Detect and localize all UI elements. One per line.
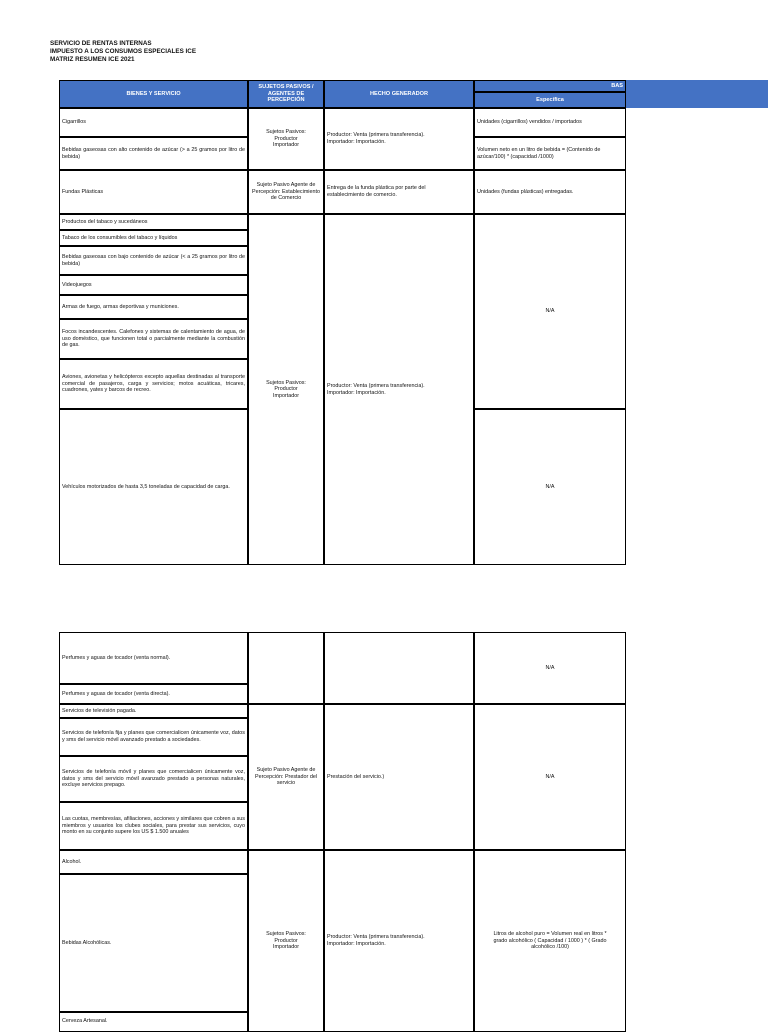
sujetos-productos-vehiculos: Sujetos Pasivos: Productor Importador <box>248 214 324 565</box>
especifica-cigarrillos: Unidades (cigarrillos) vendidos / importados <box>474 108 626 137</box>
col-header-bienes: BIENES Y SERVICIO <box>59 80 248 108</box>
row-aviones: Aviones, avionetas y helicópteros excepto aquellas destinadas al transporte comercial de pasajeros, carga y servicios; motos acuáticas, tricares, cuadrones, yates y barcos de recreo. <box>59 359 248 409</box>
row-perfumes-directa: Perfumes y aguas de tocador (venta directa). <box>59 684 248 704</box>
col-header-especifica: Específica <box>474 92 626 108</box>
row-alcohol: Alcohol. <box>59 850 248 874</box>
sujetos-perfumes <box>248 632 324 704</box>
row-bebidas-alto-azucar: Bebidas gaseosas con alto contenido de azúcar (> a 25 gramos por litro de bebida) <box>59 137 248 170</box>
sujetos-fundas: Sujeto Pasivo Agente de Percepción: Establecimiento de Comercio <box>248 170 324 214</box>
hecho-perfumes <box>324 632 474 704</box>
especifica-na-productos: N/A <box>474 214 626 409</box>
row-fundas-plasticas: Fundas Plásticas <box>59 170 248 214</box>
col-header-base: BAS <box>474 80 626 92</box>
hecho-productos-vehiculos: Productor: Venta (primera transferencia). Importador: Importación. <box>324 214 474 565</box>
header-line-1: SERVICIO DE RENTAS INTERNAS <box>50 40 152 47</box>
row-tabaco-consumibles: Tabaco de los consumibles del tabaco y líquidos <box>59 230 248 246</box>
especifica-na-perfumes: N/A <box>474 632 626 704</box>
hecho-alcohol: Productor: Venta (primera transferencia). Importador: Importación. <box>324 850 474 1032</box>
row-focos-calefones: Focos incandescentes. Calefones y sistemas de calentamiento de agua, de uso doméstico, que funcionen total o parcialmente mediante la combustión de gas. <box>59 319 248 359</box>
especifica-alcohol: Litros de alcohol puro = Volumen real en litros * grado alcohólico ( Capacidad / 1000 ) * ( Grado alcohólico /100) <box>474 850 626 1032</box>
header-line-2: IMPUESTO A LOS CONSUMOS ESPECIALES ICE <box>50 48 197 56</box>
sujetos-alcohol: Sujetos Pasivos: Productor Importador <box>248 850 324 1032</box>
sujetos-servicios: Sujeto Pasivo Agente de Percepción: Prestador del servicio <box>248 704 324 850</box>
row-bebidas-alcoholicas: Bebidas Alcohólicas. <box>59 874 248 1012</box>
especifica-bebidas: Volumen neto en un litro de bebida = (Contenido de azúcar/100) * (capacidad /1000) <box>474 137 626 170</box>
hecho-cigarrillos-bebidas: Productor: Venta (primera transferencia). Importador: Importación. <box>324 108 474 170</box>
hecho-servicios: Prestación del servicio.) <box>324 704 474 850</box>
especifica-na-vehiculos: N/A <box>474 409 626 565</box>
row-cigarrillos: Cigarrillos <box>59 108 248 137</box>
document-header <box>50 40 196 65</box>
hecho-fundas: Entrega de la funda plástica por parte del establecimiento de comercio. <box>324 170 474 214</box>
row-television-pagada: Servicios de televisión pagada. <box>59 704 248 718</box>
row-cuotas-clubes: Las cuotas, membresías, afiliaciones, acciones y similares que cobren a sus miembros y usuarios los clubes sociales, para prestar sus servicios, cuyo monto en su conjunto supere los US $ 1.500 anuales <box>59 802 248 850</box>
row-perfumes-normal: Perfumes y aguas de tocador (venta normal). <box>59 632 248 684</box>
header-band-extension <box>626 80 768 108</box>
row-telefonia-movil: Servicios de telefonía móvil y planes que comercialicen únicamente voz, datos y sms del servicio móvil avanzado prestado a personas naturales, excluye servicios prepago. <box>59 756 248 802</box>
col-header-hecho: HECHO GENERADOR <box>324 80 474 108</box>
header-line-3: MATRIZ RESUMEN ICE 2021 <box>50 56 135 64</box>
row-productos-tabaco: Productos del tabaco y sucedáneos <box>59 214 248 230</box>
especifica-na-servicios: N/A <box>474 704 626 850</box>
row-vehiculos: Vehículos motorizados de hasta 3,5 toneladas de capacidad de carga. <box>59 409 248 565</box>
row-telefonia-fija: Servicios de telefonía fija y planes que comercialicen únicamente voz, datos y sms del servicio móvil avanzado prestado a sociedades. <box>59 718 248 756</box>
row-cerveza-artesanal: Cerveza Artesanal. <box>59 1012 248 1032</box>
row-videojuegos: Videojuegos <box>59 275 248 295</box>
col-header-sujetos: SUJETOS PASIVOS / AGENTES DE PERCEPCIÓN <box>248 80 324 108</box>
especifica-fundas: Unidades (fundas plásticas) entregadas. <box>474 170 626 214</box>
row-bebidas-bajo-azucar: Bebidas gaseosas con bajo contenido de azúcar (< a 25 gramos por litro de bebida) <box>59 246 248 275</box>
row-armas: Armas de fuego, armas deportivas y municiones. <box>59 295 248 319</box>
sujetos-cigarrillos-bebidas: Sujetos Pasivos: Productor Importador <box>248 108 324 170</box>
